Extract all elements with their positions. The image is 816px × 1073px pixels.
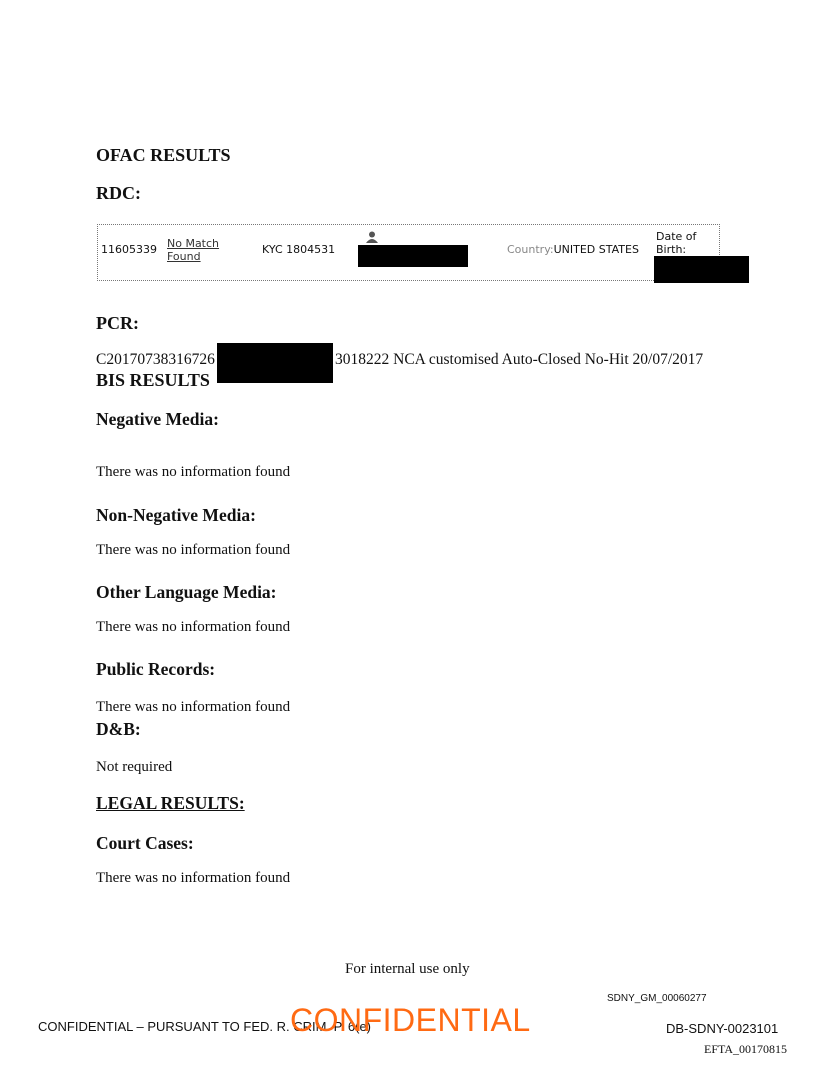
confidential-stamp: CONFIDENTIAL: [290, 1002, 531, 1038]
pcr-heading: PCR:: [96, 313, 139, 333]
bis-results-heading: BIS RESULTS: [96, 370, 210, 390]
redaction-name: [358, 245, 468, 267]
match-status-line2: Found: [167, 250, 201, 263]
rdc-heading: RDC:: [96, 183, 141, 203]
rdc-dob-label: [656, 230, 696, 256]
court-cases-heading: Court Cases:: [96, 833, 194, 853]
bates-db: DB-SDNY-0023101: [666, 1021, 779, 1036]
negative-media-text: There was no information found: [96, 464, 291, 480]
redaction-pcr: [217, 343, 333, 383]
other-language-media-text: There was no information found: [96, 619, 291, 635]
rdc-id: 11605339: [101, 243, 157, 256]
other-language-media-heading: Other Language Media:: [96, 582, 277, 602]
ofac-results-heading: OFAC RESULTS: [96, 145, 231, 165]
non-negative-media-heading: Non-Negative Media:: [96, 505, 256, 525]
legal-results-heading: LEGAL RESULTS:: [96, 793, 245, 813]
country-value: UNITED STATES: [553, 243, 639, 256]
non-negative-media-text: There was no information found: [96, 542, 291, 558]
efta-number: EFTA_00170815: [704, 1042, 788, 1056]
public-records-heading: Public Records:: [96, 659, 216, 679]
match-status-line1: No Match: [167, 237, 220, 250]
internal-use-note: For internal use only: [345, 961, 470, 977]
person-icon: [365, 231, 379, 243]
dob-label-line1: Date of: [656, 230, 697, 243]
country-label: Country:: [507, 243, 554, 256]
pcr-details: 3018222 NCA customised Auto-Closed No-Hit 20/07/2017: [335, 351, 704, 368]
redaction-dob: [654, 256, 749, 283]
negative-media-heading: Negative Media:: [96, 409, 219, 429]
dnb-text: Not required: [96, 759, 173, 775]
dob-label-line2: Birth:: [656, 243, 687, 256]
rdc-country: [507, 243, 639, 256]
rdc-kyc-number: KYC 1804531: [262, 243, 336, 256]
dnb-heading: D&B:: [96, 719, 141, 739]
confidential-notice: CONFIDENTIAL – PURSUANT TO FED. R. CRIM. P. 6(e): [38, 1019, 372, 1034]
pcr-id: C20170738316726: [96, 351, 215, 368]
public-records-text: There was no information found: [96, 699, 291, 715]
bates-sdny-gm: SDNY_GM_00060277: [607, 993, 707, 1004]
rdc-match-status-link[interactable]: [167, 237, 219, 263]
rdc-result-row: [97, 224, 720, 281]
court-cases-text: There was no information found: [96, 870, 291, 886]
